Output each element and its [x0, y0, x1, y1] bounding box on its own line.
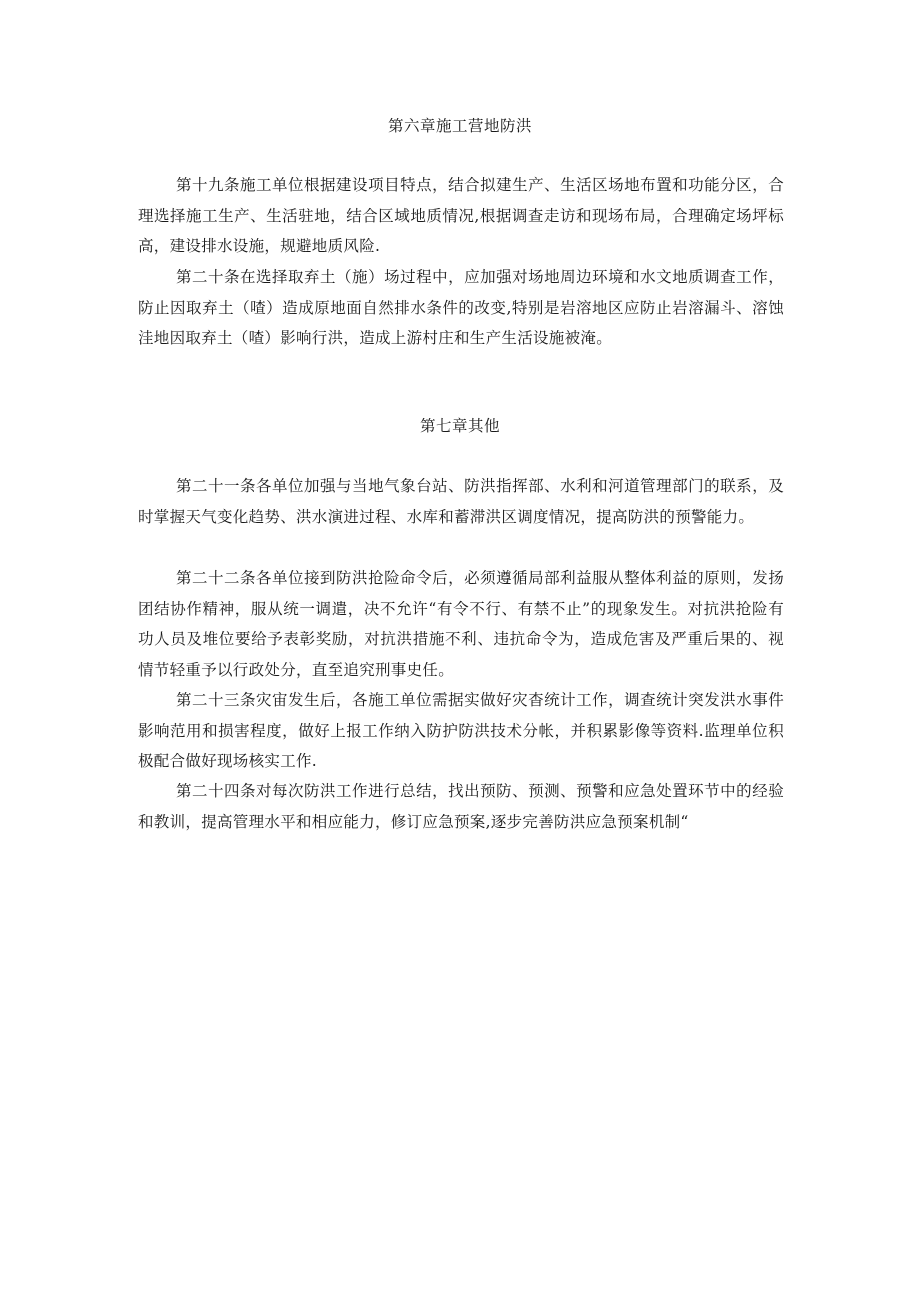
- article-24-paragraph: 第二十四条对每次防洪工作进行总结，找出预防、预测、预警和应急处置环节中的经验和教训，提高管理水平和相应能力，修订应急预案,逐步完善防洪应急预案机制“: [138, 782, 784, 831]
- chapter-7-title: 第七章其他: [419, 417, 500, 435]
- article-19-paragraph: 第十九条施工单位根据建设项目特点，结合拟建生产、生活区场地布置和功能分区，合理选择施工生产、生活驻地，结合区域地质情况,根据调查走访和现场布局，合理确定场坪标高，建设排水设施，规避地质风险.: [138, 176, 784, 255]
- article-23-paragraph: 第二十三条灾宙发生后，各施工单位需据实做好灾杳统计工作，调查统计突发洪水事件影响范用和损害程度，做好上报工作纳入防护防洪技术分帐，并积累影像等资料.监理单位积极配合做好现场核实工作.: [138, 691, 784, 770]
- article-20-paragraph: 第二十条在选择取弃土（施）场过程中，应加强对场地周边环境和水文地质调查工作，防止因取弃土（喳）造成原地面自然排水条件的改变,特别是岩溶地区应防止岩溶漏斗、溶蚀洼地因取弃土（喳）影响行洪，造成上游村庄和生产生活设施被淹。: [138, 268, 784, 347]
- chapter-6-title: 第六章施工营地防洪: [387, 117, 532, 135]
- article-22-paragraph: 第二十二条各单位接到防洪抢险命令后，必须遵循局部利益服从整体利益的原则，发扬团结协作精神，服从统一调遣，决不允许“有令不行、有禁不止”的现象发生。对抗洪抢险有功人员及堆位要给予表彰奖励，对抗洪措施不利、违抗命令为，造成危害及严重后果的、视情节轻重予以行政处分，直至追究刑事史任。: [138, 569, 784, 679]
- article-21-paragraph: 第二十一条各单位加强与当地气象台站、防洪指挥部、水利和河道管理部门的联系，及时掌握天气变化趋势、洪水演进过程、水库和蓄滞洪区调度情况，提高防洪的预警能力。: [138, 477, 784, 526]
